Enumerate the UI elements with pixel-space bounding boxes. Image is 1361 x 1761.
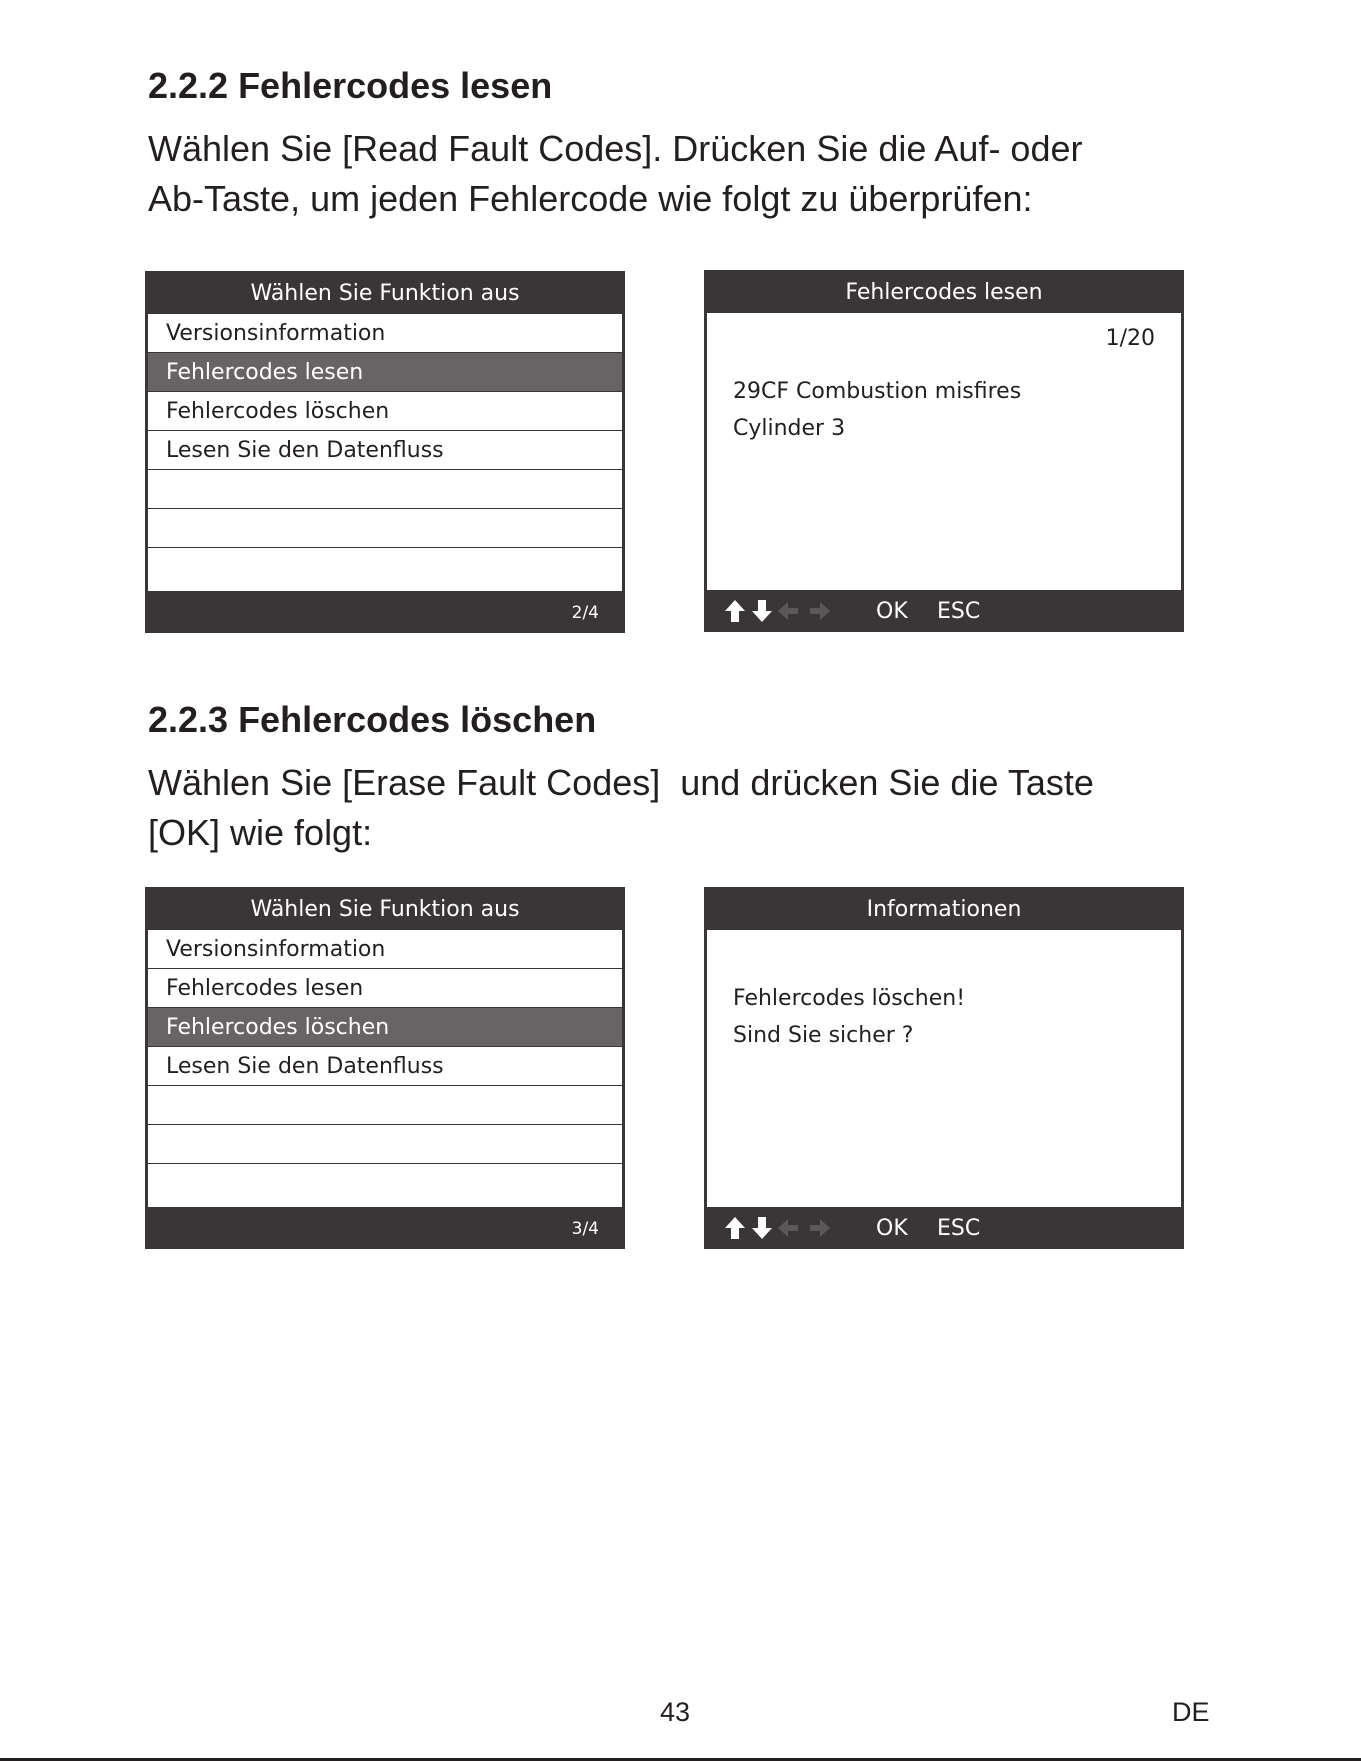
menu-item-empty bbox=[148, 1125, 622, 1164]
esc-button[interactable]: ESC bbox=[937, 1216, 981, 1241]
menu-item-empty bbox=[148, 548, 622, 586]
fault-code-line: Cylinder 3 bbox=[733, 416, 846, 441]
page-number: 43 bbox=[660, 1697, 691, 1727]
ok-button[interactable]: OK bbox=[876, 1216, 908, 1241]
menu-screen-read bbox=[145, 271, 625, 633]
section-heading-erase: 2.2.3 Fehlercodes löschen bbox=[148, 699, 597, 740]
text-line: Wählen Sie [Erase Fault Codes] und drücken Sie die Taste bbox=[148, 762, 1094, 803]
section-text-read bbox=[148, 124, 1228, 224]
result-body bbox=[707, 313, 1181, 590]
confirm-body bbox=[707, 930, 1181, 1207]
arrow-up-icon bbox=[725, 1217, 745, 1239]
ok-button[interactable]: OK bbox=[876, 599, 908, 624]
menu-item-versionsinformation[interactable]: Versionsinformation bbox=[148, 314, 622, 353]
screen-title: Fehlercodes lesen bbox=[845, 280, 1043, 305]
menu-screen-erase bbox=[145, 887, 625, 1249]
menu-item-fehlercodes-loeschen[interactable]: Fehlercodes löschen bbox=[148, 1008, 622, 1047]
screen-footer bbox=[145, 591, 625, 633]
screen-title: Informationen bbox=[866, 897, 1022, 922]
fault-code-line: 29CF Combustion misfires bbox=[733, 379, 1022, 404]
screen-title: Wählen Sie Funktion aus bbox=[250, 281, 520, 306]
confirm-screen-erase bbox=[704, 887, 1184, 1249]
menu-item-empty bbox=[148, 470, 622, 509]
text-line: Ab-Taste, um jeden Fehlercode wie folgt zu überprüfen: bbox=[148, 178, 1033, 219]
text-line: [OK] wie folgt: bbox=[148, 812, 373, 853]
page-indicator: 2/4 bbox=[571, 603, 599, 623]
arrow-right-icon bbox=[810, 1219, 830, 1237]
menu-list bbox=[148, 930, 622, 1207]
menu-item-datenfluss[interactable]: Lesen Sie den Datenfluss bbox=[148, 431, 622, 470]
page-indicator: 3/4 bbox=[571, 1219, 599, 1239]
code-counter: 1/20 bbox=[1105, 326, 1155, 351]
menu-item-empty bbox=[148, 1086, 622, 1125]
section-text-erase bbox=[148, 758, 1228, 858]
language-tag: DE bbox=[1172, 1697, 1210, 1727]
menu-item-versionsinformation[interactable]: Versionsinformation bbox=[148, 930, 622, 969]
arrow-up-icon bbox=[725, 600, 745, 622]
menu-list bbox=[148, 314, 622, 591]
menu-item-empty bbox=[148, 1164, 622, 1202]
confirm-line: Sind Sie sicher ? bbox=[733, 1023, 914, 1048]
arrow-down-icon bbox=[752, 1217, 772, 1239]
result-screen-read bbox=[704, 270, 1184, 632]
screen-footer bbox=[704, 1207, 1184, 1249]
confirm-line: Fehlercodes löschen! bbox=[733, 986, 966, 1011]
arrow-left-icon bbox=[778, 1219, 798, 1237]
fault-code-text bbox=[733, 373, 1021, 447]
menu-item-datenfluss[interactable]: Lesen Sie den Datenfluss bbox=[148, 1047, 622, 1086]
section-heading-read: 2.2.2 Fehlercodes lesen bbox=[148, 65, 553, 106]
confirm-message bbox=[733, 980, 965, 1054]
menu-item-fehlercodes-lesen[interactable]: Fehlercodes lesen bbox=[148, 353, 622, 392]
arrow-right-icon bbox=[810, 602, 830, 620]
screen-footer bbox=[145, 1207, 625, 1249]
menu-item-fehlercodes-lesen[interactable]: Fehlercodes lesen bbox=[148, 969, 622, 1008]
text-line: Wählen Sie [Read Fault Codes]. Drücken Sie die Auf- oder bbox=[148, 128, 1083, 169]
screen-title: Wählen Sie Funktion aus bbox=[250, 897, 520, 922]
arrow-down-icon bbox=[752, 600, 772, 622]
arrow-left-icon bbox=[778, 602, 798, 620]
nav-keys bbox=[724, 598, 844, 624]
nav-keys bbox=[724, 1215, 844, 1241]
esc-button[interactable]: ESC bbox=[937, 599, 981, 624]
menu-item-empty bbox=[148, 509, 622, 548]
screen-footer bbox=[704, 590, 1184, 632]
menu-item-fehlercodes-loeschen[interactable]: Fehlercodes löschen bbox=[148, 392, 622, 431]
